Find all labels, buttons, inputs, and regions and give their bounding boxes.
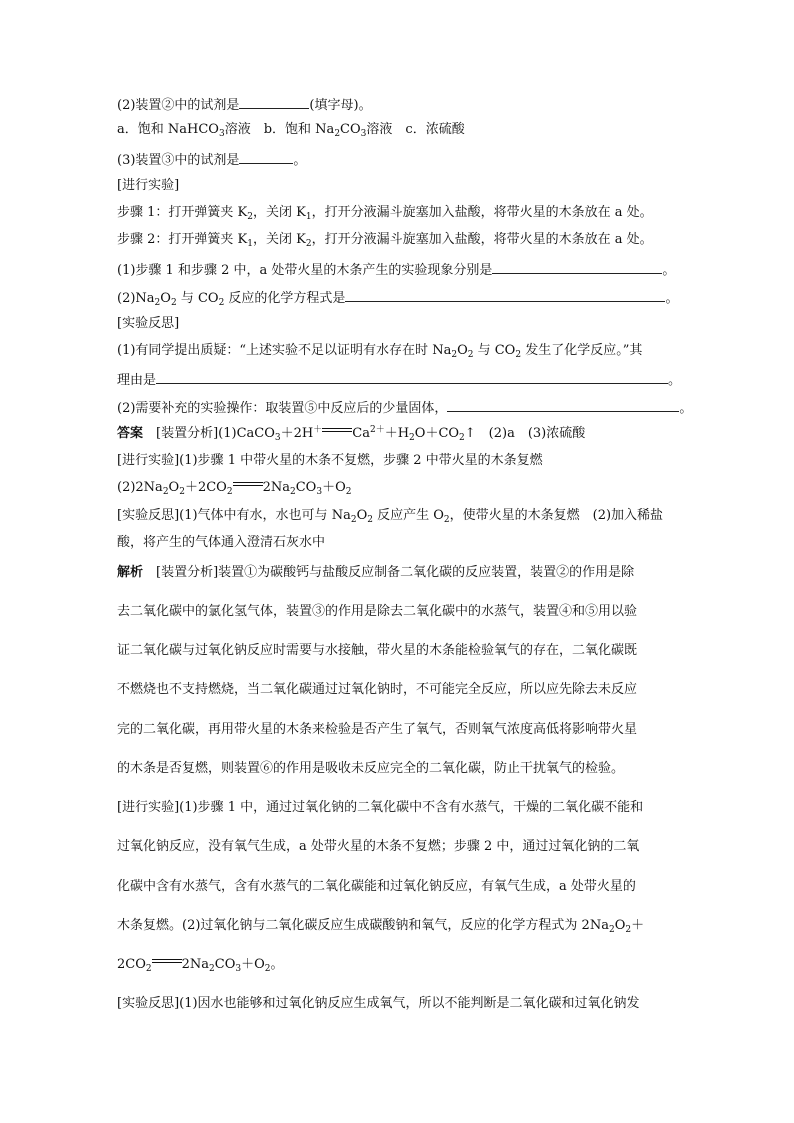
reflection-question-1: (1)有同学提出质疑：“上述实验不足以证明有水存在时 $Na_2O_2$ 与 $CO_2$ 发生了化学反应。”其 [117,343,643,360]
equals-sign [233,481,263,489]
reflection-question-1-cont: 理由是 。 [117,370,681,389]
answer-blank [239,95,309,109]
question-3: (3)装置③中的试剂是 。 [117,150,306,169]
answer-blank [156,370,668,384]
section-heading-experiment: [进行实验] [117,178,180,193]
question-2-options: a．饱和 NaHCO$_3$溶液 b．饱和 $Na_2CO_3$溶液 c．浓硫酸 [117,122,465,139]
analysis-line-11: $2CO_2$ $2Na_2CO_3+O_2$。 [117,957,284,974]
answer-label: 答案 [117,426,144,441]
analysis-line-12: [实验反思](1)因水也能够和过氧化钠反应生成氧气，所以不能判断是二氧化碳和过氧化钠发 [117,996,640,1011]
answer-blank [239,150,293,164]
analysis-line-1: 解析 [装置分析]装置①为碳酸钙与盐酸反应制备二氧化碳的反应装置，装置②的作用是除 [117,565,635,580]
equals-sign [322,427,352,435]
experiment-question-1: (1)步骤 1 和步骤 2 中，a 处带火星的木条产生的实验现象分别是 。 [117,260,675,279]
step-2: 步骤 2：打开弹簧夹 $K_1$，关闭 $K_2$，打开分液漏斗旋塞加入盐酸，将带火星的木条放在 a 处。 [117,232,653,249]
answer-line-4: [实验反思](1)气体中有水，水也可与 $Na_2O_2$ 反应产生 $O_2$，使带火星的木条复燃 (2)加入稀盐 [117,508,664,525]
answer-blank [447,398,679,412]
analysis-line-2: 去二氧化碳中的氯化氢气体，装置③的作用是除去二氧化碳中的水蒸气，装置④和⑤用以验 [117,604,638,619]
step-1: 步骤 1：打开弹簧夹 $K_2$，关闭 $K_1$，打开分液漏斗旋塞加入盐酸，将带火星的木条放在 a 处。 [117,205,653,222]
answer-line-3: $(2)2Na_2O_2+2CO_2$ $2Na_2CO_3+O_2$ [117,480,352,497]
analysis-label: 解析 [117,565,144,580]
experiment-question-2: $(2)Na_2O_2$ 与 $CO_2$ 反应的化学方程式是 。 [117,288,678,307]
analysis-line-9: 化碳中含有水蒸气，含有水蒸气的二氧化碳能和过氧化钠反应，有氧气生成，a 处带火星的 [117,879,636,894]
analysis-line-3: 证二氧化碳与过氧化钠反应时需要与水接触，带火星的木条能检验氧气的存在，二氧化碳既 [117,643,638,658]
section-heading-reflection: [实验反思] [117,316,180,331]
analysis-line-5: 完的二氧化碳，再用带火星的木条来检验是否产生了氧气，否则氧气浓度高低将影响带火星 [117,722,638,737]
analysis-line-6: 的木条是否复燃，则装置⑥的作用是吸收未反应完全的二氧化碳，防止干扰氧气的检验。 [117,761,625,776]
equals-sign [152,958,182,966]
analysis-line-7: [进行实验](1)步骤 1 中，通过过氧化钠的二氧化碳中不含有水蒸气，干燥的二氧化碳不能和 [117,800,644,815]
question-2: (2)装置②中的试剂是 (填字母)。 [117,95,372,114]
answer-line-5: 酸，将产生的气体通入澄清石灰水中 [117,535,326,550]
analysis-line-8: 过氧化钠反应，没有氧气生成，a 处带火星的木条不复燃；步骤 2 中，通过过氧化钠的二氧 [117,839,640,854]
answer-line-1: 答案 [装置分析](1)CaCO$_3$＋2H＋ $Ca^{2+}+H_2O+CO_2↑$ (2)a (3)浓硫酸 [117,425,586,443]
analysis-line-10: 木条复燃。(2)过氧化钠与二氧化碳反应生成碳酸钠和氧气，反应的化学方程式为 $2Na_2O_2+$ [117,918,645,935]
answer-line-2: [进行实验](1)步骤 1 中带火星的木条不复燃，步骤 2 中带火星的木条复燃 [117,453,543,468]
answer-blank [345,288,665,302]
analysis-line-4: 不燃烧也不支持燃烧，当二氧化碳通过过氧化钠时，不可能完全反应，所以应先除去未反应 [117,682,638,697]
reflection-question-2: (2)需要补充的实验操作：取装置⑤中反应后的少量固体， 。 [117,398,692,417]
answer-blank [492,260,662,274]
